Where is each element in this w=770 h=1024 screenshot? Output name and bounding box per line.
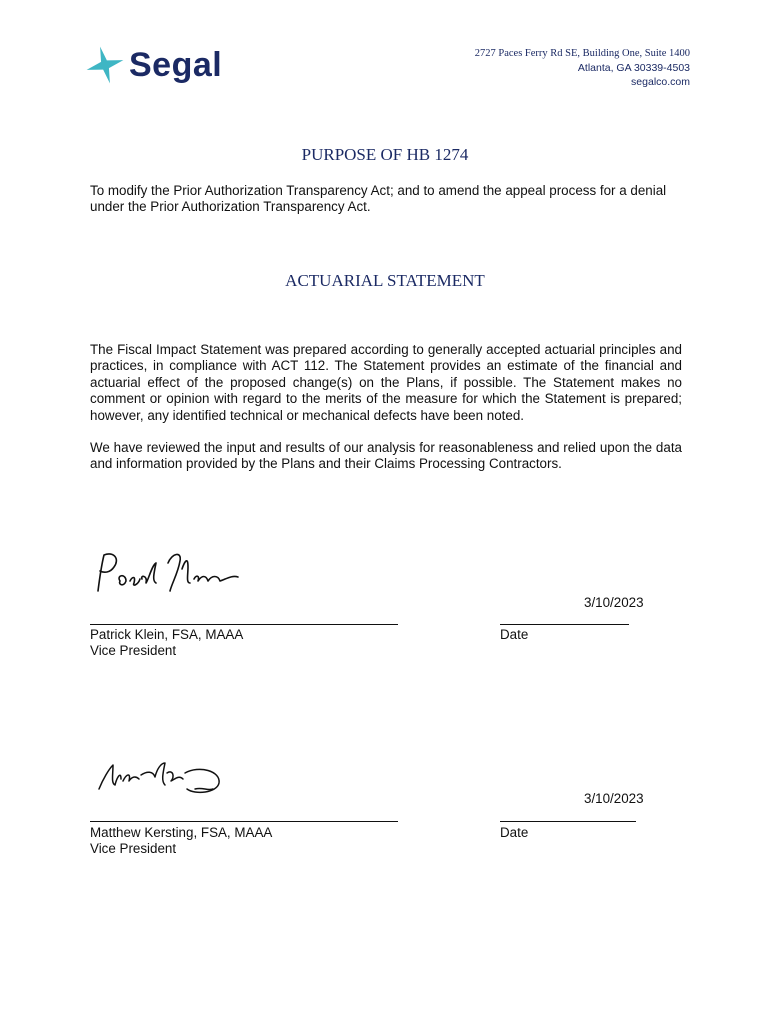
segal-logo — [84, 44, 234, 88]
date-line-2 — [500, 821, 636, 822]
actuarial-paragraph-2: We have reviewed the input and results of our analysis for reasonableness and relied upon the data and information provided by the Plans and their Claims Processing Contractors. — [90, 440, 682, 472]
actuarial-paragraph-1: The Fiscal Impact Statement was prepared according to generally accepted actuarial principles and practices, in compliance with ACT 112. The Statement provides an estimate of the financial and actuarial effect of the proposed change(s) on the Plans, if possible. The Statement makes no comment or opinion with regard to the merits of the measure for which the Statement is prepared; however, any identified technical or mechanical defects have been noted. — [90, 342, 682, 423]
date-label-2: Date — [500, 825, 529, 840]
signature-patrick-klein — [90, 545, 250, 600]
date-value-2: 3/10/2023 — [584, 791, 644, 806]
purpose-text: To modify the Prior Authorization Transparency Act; and to amend the appeal process for a denial under the Prior Authorization Transparency Act. — [90, 183, 667, 215]
website-link[interactable]: segalco.com — [631, 76, 690, 88]
signer-title-2: Vice President — [90, 841, 177, 856]
company-address — [475, 47, 690, 89]
address-line-2: Atlanta, GA 30339-4503 — [577, 62, 690, 74]
logo-wordmark: Segal — [129, 46, 223, 84]
actuarial-heading: ACTUARIAL STATEMENT — [285, 271, 485, 290]
purpose-heading: PURPOSE OF HB 1274 — [301, 145, 469, 164]
signature-matthew-kersting — [95, 757, 225, 802]
signer-name-2: Matthew Kersting, FSA, MAAA — [90, 825, 273, 840]
signature-line-2 — [90, 821, 398, 822]
date-label-1: Date — [500, 627, 529, 642]
date-line-1 — [500, 624, 629, 625]
address-line-1: 2727 Paces Ferry Rd SE, Building One, Suite 1400 — [474, 48, 690, 59]
signer-name-1: Patrick Klein, FSA, MAAA — [90, 627, 244, 642]
signature-line-1 — [90, 624, 398, 625]
signer-title-1: Vice President — [90, 643, 177, 658]
star-icon — [84, 44, 126, 86]
date-value-1: 3/10/2023 — [584, 595, 644, 610]
